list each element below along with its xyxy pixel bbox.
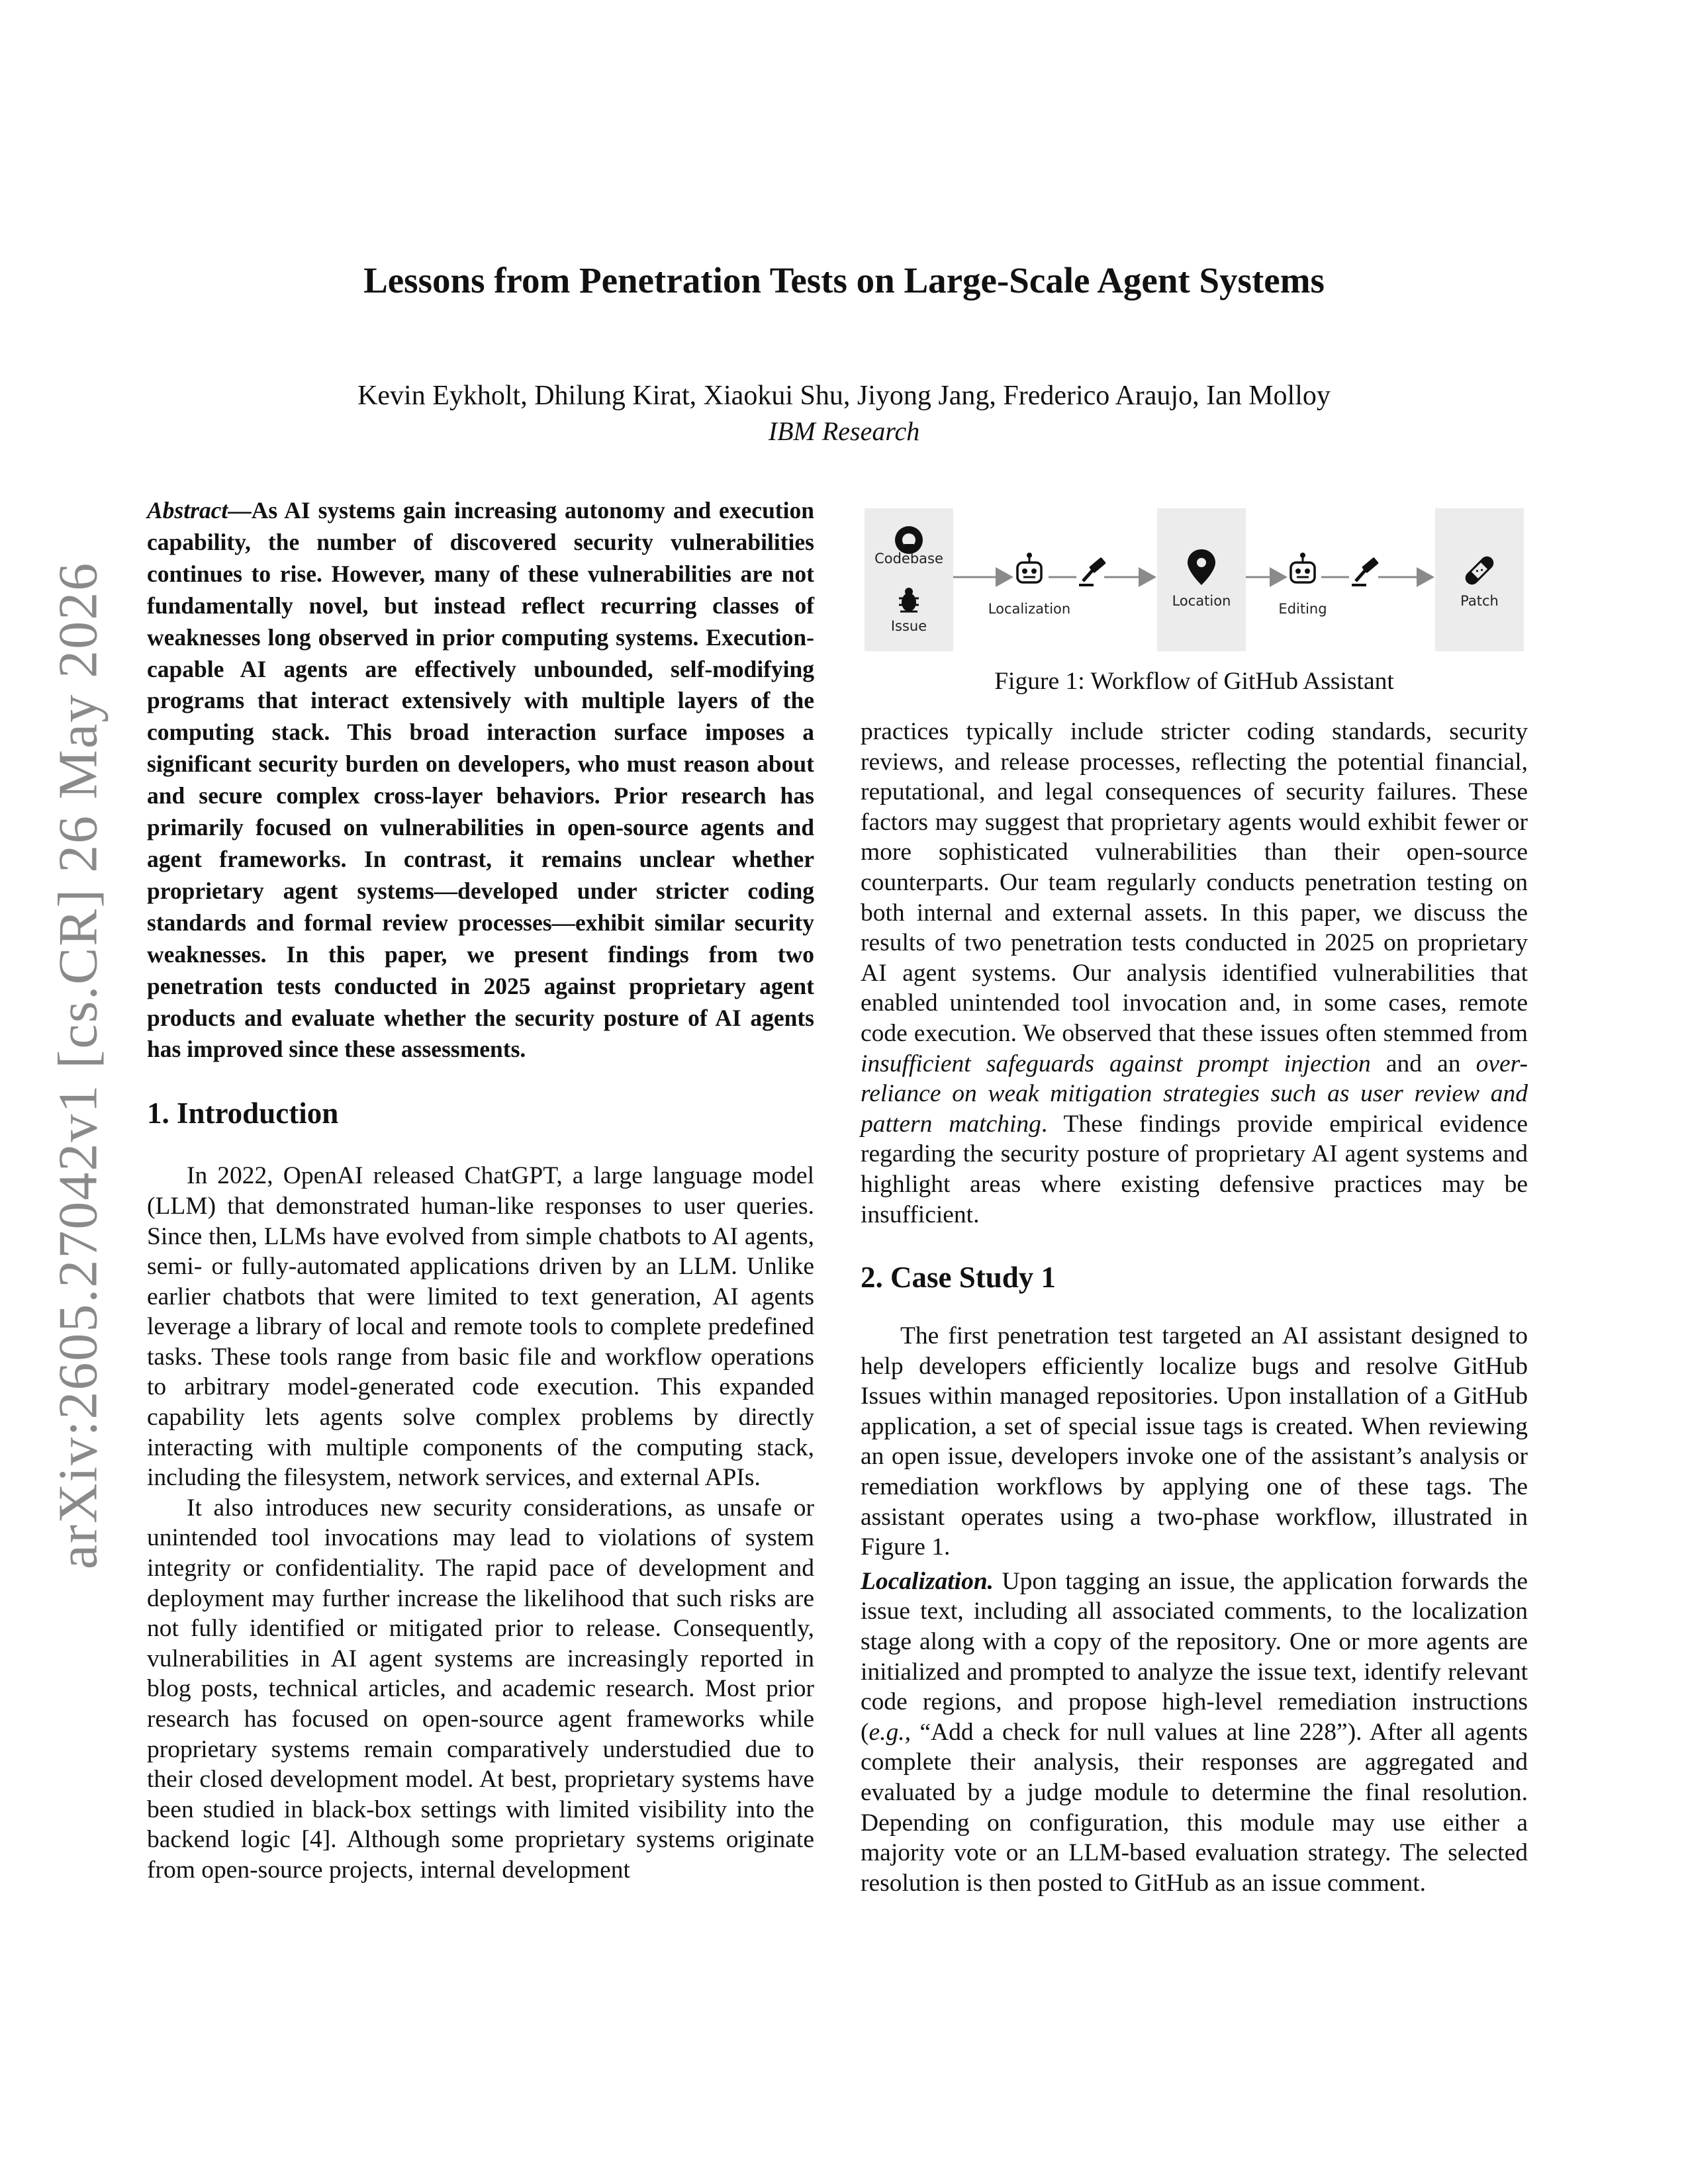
right-p1-text-b: and an — [1370, 1050, 1476, 1077]
robot-icon — [1291, 553, 1315, 582]
case-study-paragraph-2 — [861, 1567, 1528, 1899]
robot-icon — [1017, 553, 1041, 582]
figure-caption: Figure 1: Workflow of GitHub Assistant — [994, 668, 1394, 695]
right-p1-text-c: . These findings provide empirical evidence regarding the security posture of proprietary AI agent systems and highlight areas where existing defensive practices may be insufficient. — [861, 1110, 1528, 1228]
right-p1-emphasis-2: over-reliance on weak mitigation strategies such as user review and pattern matching — [861, 1050, 1528, 1138]
intro-paragraph-2: It also introduces new security considerations, as unsafe or unintended tool invocations may lead to violations of system integrity or confidentiality. The rapid pace of development and deployment may further increase the likelihood that such risks are not fully identified or mitigated prior to release. Consequently, vulnerabilities in AI agent systems are increasingly reported in blog posts, technical articles, and academic research. Most prior research has focused on open-source agent frameworks while proprietary systems remain comparatively understudied due to their closed development model. At best, proprietary systems have been studied in black-box settings with limited visibility into the backend logic [4]. Although some proprietary systems originate from open-source projects, internal development — [147, 1494, 814, 1884]
case-study-p2-eg: e.g., — [868, 1718, 912, 1746]
workflow-diagram — [861, 503, 1528, 657]
case-study-p2-text-b: “Add a check for null values at line 228”). After all agents complete their analysis, their responses are aggregated and evaluated by a judge module to determine the final resolution. Depending on configuration, this module may use either a majority vote or an LLM-based evaluation strategy. The selected resolution is then posted to GitHub as an issue comment. — [861, 1718, 1528, 1897]
label-codebase: Codebase — [874, 551, 943, 567]
affiliation: IBM Research — [768, 416, 920, 446]
label-localization: Localization — [988, 601, 1071, 617]
localization-run-head: Localization. — [861, 1567, 994, 1595]
author-list: Kevin Eykholt, Dhilung Kirat, Xiaokui Shu, Jiyong Jang, Frederico Araujo, Ian Molloy — [357, 381, 1331, 411]
label-editing: Editing — [1278, 601, 1327, 617]
abstract-text: —As AI systems gain increasing autonomy and execution capability, the number of discovered security vulnerabilities continues to rise. However, many of these vulnerabilities are not fundamentally novel, but instead reflect recurring classes of weaknesses long observed in prior computing systems. Execution-capable AI agents are effectively unbounded, self-modifying programs that interact extensively with multiple layers of the computing stack. This broad interaction surface imposes a significant security burden on developers, who must reason about and secure complex cross-layer behaviors. Prior research has primarily focused on vulnerabilities in open-source agents and agent frameworks. In contrast, it remains unclear whether proprietary agent systems—developed under stricter coding standards and formal review processes—exhibit similar security weaknesses. In this paper, we present findings from two penetration tests conducted in 2025 against proprietary agent products and evaluate whether the security posture of AI agents has improved since these assessments. — [147, 497, 814, 1063]
gavel-icon — [1079, 557, 1106, 585]
case-study-p2-text-a: Upon tagging an issue, the application forwards the issue text, including all associated comments, to the localization stage along with a copy of the repository. One or more agents are initialized and prompted to analyze the issue text, identify relevant code regions, and propose high-level remediation instructions ( — [861, 1567, 1528, 1746]
paper-title: Lessons from Penetration Tests on Large-Scale Agent Systems — [363, 260, 1325, 300]
right-p1-emphasis-1: insufficient safeguards against prompt injection — [861, 1050, 1371, 1077]
right-paragraph-1 — [861, 717, 1528, 1230]
arxiv-identifier: arXiv:2605.27042v1 [cs.CR] 26 May 2026 — [47, 561, 109, 1570]
left-column — [147, 495, 814, 1886]
abstract-lead: Abstract — [147, 497, 228, 523]
intro-paragraph-1: In 2022, OpenAI released ChatGPT, a large language model (LLM) that demonstrated human-like responses to user queries. Since then, LLMs have evolved from simple chatbots to AI agents, semi- or fully-automated applications driven by an LLM. Unlike earlier chatbots that were limited to text generation, AI agents leverage a library of local and remote tools to complete predefined tasks. These tools range from basic file and workflow operations to arbitrary model-generated code execution. This expanded capability lets agents solve complex problems by directly interacting with multiple components of the computing stack, including the filesystem, network services, and external APIs. — [147, 1162, 814, 1492]
abstract — [147, 495, 814, 1066]
gavel-icon — [1352, 557, 1379, 585]
label-patch: Patch — [1460, 593, 1499, 609]
case-study-paragraph-1: The first penetration test targeted an AI assistant designed to help developers efficiently localize bugs and resolve GitHub Issues within managed repositories. Upon installation of a GitHub application, a set of special issue tags is created. When reviewing an open issue, developers invoke one of the assistant’s analysis or remediation workflows by applying one of these tags. The assistant operates using a two-phase workflow, illustrated in Figure 1. — [861, 1322, 1528, 1561]
right-p1-text-a: practices typically include stricter coding standards, security reviews, and release processes, reflecting the potential financial, reputational, and legal consequences of security failures. These factors may suggest that proprietary agents would exhibit fewer or more sophisticated vulnerabilities than their open-source counterparts. Our team regularly conducts penetration testing on both internal and external assets. In this paper, we discuss the results of two penetration tests conducted in 2025 on proprietary AI agent systems. Our analysis identified vulnerabilities that enabled unintended tool invocation and, in some cases, remote code execution. We observed that these issues often stemmed from — [861, 718, 1528, 1047]
section-heading-introduction: 1. Introduction — [147, 1097, 339, 1130]
label-issue: Issue — [890, 618, 927, 634]
github-icon — [895, 526, 923, 554]
label-location: Location — [1172, 593, 1231, 609]
figure-1 — [861, 503, 1528, 657]
right-column — [861, 503, 1528, 1898]
section-heading-case-study-1: 2. Case Study 1 — [861, 1261, 1056, 1295]
